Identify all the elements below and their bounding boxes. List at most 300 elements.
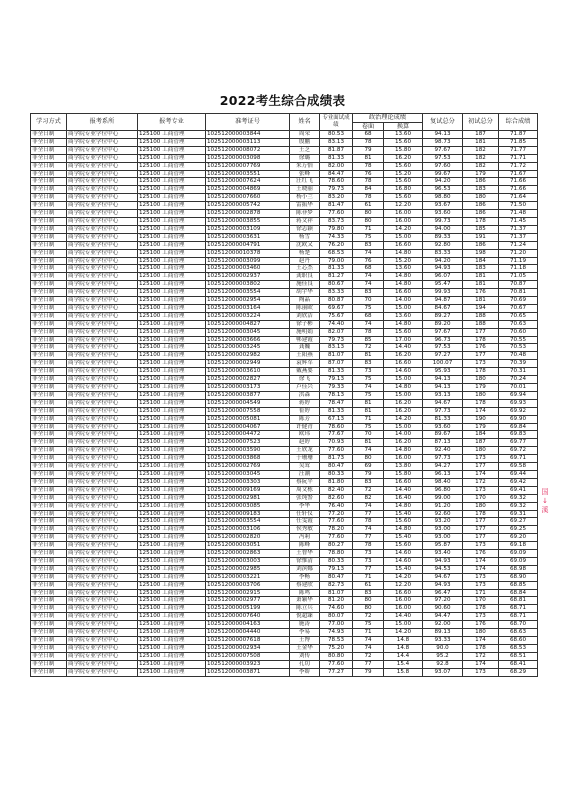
cell-political-converted: 15.00: [384, 304, 423, 312]
cell-political-paper: 76: [353, 257, 384, 265]
cell-composite-score: 69.42: [499, 478, 538, 486]
table-row: [31, 644, 538, 652]
cell-study-mode: 非全日制: [31, 407, 67, 415]
cell-dept: 商学院专业学位中心: [67, 154, 138, 162]
table-row: [31, 494, 538, 502]
table-row: [31, 502, 538, 510]
cell-major: 125100 工商管理: [138, 225, 206, 233]
cell-political-converted: 15.80: [384, 146, 423, 154]
cell-composite-score: 71.87: [499, 131, 538, 139]
cell-political-paper: 71: [353, 629, 384, 637]
header-converted: 换算: [384, 122, 423, 131]
cell-initial-total: 182: [463, 154, 499, 162]
cell-name: 徐璐: [290, 154, 320, 162]
table-row: [31, 273, 538, 281]
cell-major: 125100 工商管理: [138, 565, 206, 573]
cell-major: 125100 工商管理: [138, 249, 206, 257]
cell-retest-total: 94.13: [423, 376, 463, 384]
cell-interview-score: 74.33: [320, 233, 353, 241]
table-row: [31, 652, 538, 660]
cell-composite-score: 68.53: [499, 644, 538, 652]
cell-study-mode: 非全日制: [31, 431, 67, 439]
cell-name: 殷鹏: [290, 138, 320, 146]
cell-political-paper: 72: [353, 344, 384, 352]
cell-dept: 商学院专业学位中心: [67, 589, 138, 597]
cell-political-converted: 16.60: [384, 478, 423, 486]
cell-political-paper: 78: [353, 162, 384, 170]
cell-exam-no: 102512000003045: [206, 328, 290, 336]
cell-initial-total: 180: [463, 194, 499, 202]
cell-retest-total: 94.93: [423, 581, 463, 589]
cell-political-converted: 15.00: [384, 376, 423, 384]
cell-major: 125100 工商管理: [138, 320, 206, 328]
cell-interview-score: 80.67: [320, 281, 353, 289]
cell-study-mode: 非全日制: [31, 281, 67, 289]
cell-composite-score: 68.63: [499, 629, 538, 637]
cell-exam-no: 102512000003164: [206, 304, 290, 312]
table-row: [31, 470, 538, 478]
cell-major: 125100 工商管理: [138, 597, 206, 605]
cell-initial-total: 188: [463, 312, 499, 320]
table-row: [31, 660, 538, 668]
cell-political-converted: 14.60: [384, 557, 423, 565]
cell-major: 125100 工商管理: [138, 455, 206, 463]
cell-retest-total: 83.33: [423, 249, 463, 257]
side-mark-char: 溪: [541, 506, 549, 514]
table-row: [31, 320, 538, 328]
cell-dept: 商学院专业学位中心: [67, 447, 138, 455]
cell-interview-score: 81.20: [320, 597, 353, 605]
cell-retest-total: 96.07: [423, 273, 463, 281]
cell-name: 徐子彬: [290, 320, 320, 328]
cell-exam-no: 102512000007624: [206, 178, 290, 186]
cell-political-paper: 81: [353, 407, 384, 415]
cell-study-mode: 非全日制: [31, 439, 67, 447]
cell-exam-no: 102512000003245: [206, 344, 290, 352]
cell-dept: 商学院专业学位中心: [67, 478, 138, 486]
cell-political-converted: 16.00: [384, 597, 423, 605]
cell-name: 王博: [290, 637, 320, 645]
cell-dept: 商学院专业学位中心: [67, 486, 138, 494]
cell-dept: 商学院专业学位中心: [67, 178, 138, 186]
cell-exam-no: 102512000002915: [206, 589, 290, 597]
cell-interview-score: 77.60: [320, 534, 353, 542]
cell-political-paper: 79: [353, 146, 384, 154]
score-table: [30, 113, 538, 677]
cell-composite-score: 71.85: [499, 138, 538, 146]
cell-retest-total: 90.0: [423, 644, 463, 652]
cell-composite-score: 71.72: [499, 162, 538, 170]
cell-retest-total: 94.20: [423, 178, 463, 186]
table-row: [31, 241, 538, 249]
cell-name: 李娇: [290, 668, 320, 676]
cell-interview-score: 80.47: [320, 463, 353, 471]
cell-exam-no: 102512000003098: [206, 154, 290, 162]
table-row: [31, 439, 538, 447]
cell-exam-no: 102512000009183: [206, 510, 290, 518]
cell-initial-total: 177: [463, 534, 499, 542]
cell-study-mode: 非全日制: [31, 668, 67, 676]
cell-composite-score: 69.31: [499, 510, 538, 518]
cell-political-paper: 80: [353, 455, 384, 463]
cell-study-mode: 非全日制: [31, 644, 67, 652]
cell-major: 125100 工商管理: [138, 463, 206, 471]
cell-retest-total: 98.40: [423, 478, 463, 486]
cell-composite-score: 71.48: [499, 210, 538, 218]
cell-composite-score: 69.09: [499, 557, 538, 565]
cell-study-mode: 非全日制: [31, 660, 67, 668]
table-row: [31, 518, 538, 526]
cell-interview-score: 69.67: [320, 304, 353, 312]
cell-political-paper: 74: [353, 384, 384, 392]
cell-composite-score: 68.41: [499, 660, 538, 668]
cell-name: 赵婷: [290, 439, 320, 447]
cell-major: 125100 工商管理: [138, 202, 206, 210]
cell-political-paper: 71: [353, 415, 384, 423]
cell-exam-no: 102512000003099: [206, 257, 290, 265]
cell-study-mode: 非全日制: [31, 257, 67, 265]
cell-exam-no: 102512000007558: [206, 407, 290, 415]
cell-initial-total: 173: [463, 486, 499, 494]
cell-interview-score: 81.33: [320, 407, 353, 415]
cell-political-converted: 15.80: [384, 470, 423, 478]
cell-retest-total: 98.80: [423, 194, 463, 202]
cell-name: 李华: [290, 502, 320, 510]
cell-composite-score: 69.90: [499, 415, 538, 423]
cell-composite-score: 71.37: [499, 225, 538, 233]
cell-political-paper: 75: [353, 233, 384, 241]
cell-composite-score: 71.71: [499, 154, 538, 162]
cell-study-mode: 非全日制: [31, 376, 67, 384]
cell-political-converted: 16.00: [384, 217, 423, 225]
cell-interview-score: 78.60: [320, 423, 353, 431]
cell-dept: 商学院专业学位中心: [67, 455, 138, 463]
cell-initial-total: 174: [463, 470, 499, 478]
cell-retest-total: 95.93: [423, 368, 463, 376]
cell-name: 施佳良: [290, 281, 320, 289]
cell-political-paper: 81: [353, 399, 384, 407]
cell-dept: 商学院专业学位中心: [67, 494, 138, 502]
header-major: 报考专业: [138, 114, 206, 131]
cell-exam-no: 102512000002981: [206, 494, 290, 502]
cell-initial-total: 173: [463, 581, 499, 589]
cell-interview-score: 81.47: [320, 202, 353, 210]
table-row: [31, 407, 538, 415]
header-composite: 综合成绩: [499, 114, 538, 131]
cell-interview-score: 78.13: [320, 391, 353, 399]
cell-exam-no: 102512000004549: [206, 399, 290, 407]
cell-study-mode: 非全日制: [31, 344, 67, 352]
cell-initial-total: 173: [463, 542, 499, 550]
cell-initial-total: 172: [463, 478, 499, 486]
cell-dept: 商学院专业学位中心: [67, 542, 138, 550]
cell-exam-no: 102512000003003: [206, 557, 290, 565]
cell-initial-total: 178: [463, 368, 499, 376]
cell-study-mode: 非全日制: [31, 621, 67, 629]
cell-name: 施明娟: [290, 328, 320, 336]
cell-exam-no: 102512000004163: [206, 621, 290, 629]
cell-name: 沈欧又: [290, 241, 320, 249]
table-body: [31, 131, 538, 677]
table-row: [31, 138, 538, 146]
cell-study-mode: 非全日制: [31, 550, 67, 558]
cell-exam-no: 102512000002954: [206, 297, 290, 305]
cell-political-converted: 16.20: [384, 399, 423, 407]
cell-initial-total: 194: [463, 304, 499, 312]
cell-dept: 商学院专业学位中心: [67, 162, 138, 170]
cell-dept: 商学院专业学位中心: [67, 336, 138, 344]
cell-exam-no: 102512000003666: [206, 336, 290, 344]
cell-political-converted: 13.80: [384, 463, 423, 471]
cell-interview-score: 76.40: [320, 502, 353, 510]
cell-exam-no: 102512000003303: [206, 478, 290, 486]
cell-retest-total: 93.60: [423, 423, 463, 431]
cell-name: 刘滨娜: [290, 565, 320, 573]
cell-dept: 商学院专业学位中心: [67, 526, 138, 534]
cell-name: 蔡建欣: [290, 581, 320, 589]
cell-initial-total: 177: [463, 328, 499, 336]
cell-political-converted: 15.60: [384, 178, 423, 186]
cell-exam-no: 102512000002937: [206, 273, 290, 281]
cell-dept: 商学院专业学位中心: [67, 257, 138, 265]
cell-study-mode: 非全日制: [31, 217, 67, 225]
table-row: [31, 581, 538, 589]
cell-political-converted: 16.00: [384, 455, 423, 463]
cell-composite-score: 70.81: [499, 289, 538, 297]
cell-composite-score: 68.85: [499, 581, 538, 589]
table-row: [31, 613, 538, 621]
cell-retest-total: 81.33: [423, 415, 463, 423]
cell-study-mode: 非全日制: [31, 589, 67, 597]
cell-interview-score: 82.60: [320, 494, 353, 502]
cell-retest-total: 99.00: [423, 494, 463, 502]
cell-composite-score: 70.65: [499, 312, 538, 320]
cell-major: 125100 工商管理: [138, 328, 206, 336]
cell-major: 125100 工商管理: [138, 384, 206, 392]
cell-retest-total: 93.00: [423, 526, 463, 534]
cell-interview-score: 78.53: [320, 637, 353, 645]
cell-initial-total: 187: [463, 439, 499, 447]
cell-retest-total: 93.13: [423, 391, 463, 399]
cell-political-converted: 15.60: [384, 138, 423, 146]
cell-political-paper: 79: [353, 668, 384, 676]
cell-study-mode: 非全日制: [31, 637, 67, 645]
cell-study-mode: 非全日制: [31, 210, 67, 218]
cell-retest-total: 97.60: [423, 162, 463, 170]
cell-interview-score: 80.47: [320, 573, 353, 581]
cell-composite-score: 70.31: [499, 368, 538, 376]
cell-name: 萧颖华: [290, 597, 320, 605]
cell-political-converted: 15.60: [384, 194, 423, 202]
cell-political-converted: 12.20: [384, 581, 423, 589]
cell-dept: 商学院专业学位中心: [67, 550, 138, 558]
table-row: [31, 178, 538, 186]
cell-retest-total: 93.20: [423, 518, 463, 526]
cell-political-converted: 16.00: [384, 605, 423, 613]
cell-initial-total: 182: [463, 162, 499, 170]
cell-name: 洪森: [290, 391, 320, 399]
table-row: [31, 194, 538, 202]
cell-study-mode: 非全日制: [31, 534, 67, 542]
cell-exam-no: 102512000003554: [206, 518, 290, 526]
cell-name: 陈立兵: [290, 605, 320, 613]
cell-political-paper: 85: [353, 336, 384, 344]
cell-major: 125100 工商管理: [138, 241, 206, 249]
cell-name: 郸建霞: [290, 336, 320, 344]
cell-composite-score: 71.50: [499, 202, 538, 210]
cell-composite-score: 71.67: [499, 170, 538, 178]
cell-exam-no: 102512000002863: [206, 550, 290, 558]
cell-dept: 商学院专业学位中心: [67, 297, 138, 305]
cell-exam-no: 102512000003631: [206, 233, 290, 241]
cell-retest-total: 96.47: [423, 589, 463, 597]
cell-name: 龚巍: [290, 344, 320, 352]
cell-political-paper: 83: [353, 589, 384, 597]
cell-retest-total: 97.27: [423, 352, 463, 360]
cell-name: 刘欣洁: [290, 312, 320, 320]
cell-retest-total: 93.40: [423, 550, 463, 558]
cell-study-mode: 非全日制: [31, 336, 67, 344]
cell-composite-score: 69.58: [499, 463, 538, 471]
cell-political-converted: 14.80: [384, 249, 423, 257]
cell-dept: 商学院专业学位中心: [67, 510, 138, 518]
cell-name: 徐志颖: [290, 225, 320, 233]
cell-composite-score: 69.18: [499, 542, 538, 550]
table-row: [31, 447, 538, 455]
cell-interview-score: 80.80: [320, 652, 353, 660]
cell-exam-no: 102512000002977: [206, 597, 290, 605]
cell-study-mode: 非全日制: [31, 320, 67, 328]
cell-study-mode: 非全日制: [31, 581, 67, 589]
cell-dept: 商学院专业学位中心: [67, 415, 138, 423]
table-row: [31, 146, 538, 154]
cell-dept: 商学院专业学位中心: [67, 668, 138, 676]
cell-political-converted: 15.00: [384, 391, 423, 399]
cell-exam-no: 102512000004440: [206, 629, 290, 637]
cell-major: 125100 工商管理: [138, 613, 206, 621]
cell-major: 125100 工商管理: [138, 478, 206, 486]
table-row: [31, 289, 538, 297]
cell-name: 孔切: [290, 660, 320, 668]
cell-composite-score: 70.63: [499, 320, 538, 328]
cell-dept: 商学院专业学位中心: [67, 407, 138, 415]
cell-exam-no: 102512000002820: [206, 534, 290, 542]
cell-major: 125100 工商管理: [138, 526, 206, 534]
cell-retest-total: 89.27: [423, 312, 463, 320]
cell-interview-score: 74.60: [320, 605, 353, 613]
table-row: [31, 589, 538, 597]
cell-interview-score: 80.53: [320, 131, 353, 139]
cell-retest-total: 94.93: [423, 265, 463, 273]
cell-interview-score: 80.33: [320, 557, 353, 565]
cell-major: 125100 工商管理: [138, 573, 206, 581]
table-row: [31, 336, 538, 344]
cell-interview-score: 80.33: [320, 470, 353, 478]
cell-retest-total: 94.00: [423, 225, 463, 233]
cell-major: 125100 工商管理: [138, 423, 206, 431]
cell-major: 125100 工商管理: [138, 194, 206, 202]
cell-composite-score: 70.48: [499, 352, 538, 360]
header-interview: 专业面试成绩: [320, 114, 353, 131]
cell-political-converted: 14.80: [384, 281, 423, 289]
cell-study-mode: 非全日制: [31, 289, 67, 297]
cell-exam-no: 102512000003106: [206, 526, 290, 534]
cell-initial-total: 179: [463, 384, 499, 392]
cell-exam-no: 102512000003085: [206, 502, 290, 510]
cell-composite-score: 70.55: [499, 336, 538, 344]
cell-major: 125100 工商管理: [138, 510, 206, 518]
cell-name: 崔婷: [290, 407, 320, 415]
cell-study-mode: 非全日制: [31, 202, 67, 210]
cell-initial-total: 177: [463, 518, 499, 526]
cell-political-converted: 14.40: [384, 344, 423, 352]
cell-dept: 商学院专业学位中心: [67, 281, 138, 289]
cell-composite-score: 71.20: [499, 249, 538, 257]
cell-retest-total: 99.73: [423, 217, 463, 225]
cell-political-converted: 12.20: [384, 202, 423, 210]
cell-retest-total: 94.47: [423, 613, 463, 621]
cell-interview-score: 74.93: [320, 629, 353, 637]
cell-exam-no: 102512000002982: [206, 352, 290, 360]
cell-exam-no: 102512000003802: [206, 281, 290, 289]
cell-composite-score: 68.71: [499, 613, 538, 621]
cell-interview-score: 77.67: [320, 431, 353, 439]
cell-composite-score: 68.98: [499, 565, 538, 573]
cell-political-paper: 74: [353, 526, 384, 534]
cell-political-paper: 68: [353, 265, 384, 273]
cell-dept: 商学院专业学位中心: [67, 170, 138, 178]
cell-interview-score: 80.87: [320, 297, 353, 305]
cell-dept: 商学院专业学位中心: [67, 233, 138, 241]
cell-interview-score: 81.33: [320, 265, 353, 273]
cell-retest-total: 99.67: [423, 170, 463, 178]
cell-major: 125100 工商管理: [138, 257, 206, 265]
cell-political-paper: 75: [353, 391, 384, 399]
cell-study-mode: 非全日制: [31, 423, 67, 431]
cell-composite-score: 70.67: [499, 304, 538, 312]
cell-initial-total: 178: [463, 510, 499, 518]
cell-political-converted: 15.00: [384, 233, 423, 241]
cell-name: 吴耸: [290, 463, 320, 471]
table-row: [31, 629, 538, 637]
cell-dept: 商学院专业学位中心: [67, 352, 138, 360]
cell-composite-score: 68.29: [499, 668, 538, 676]
cell-major: 125100 工商管理: [138, 407, 206, 415]
table-row: [31, 131, 538, 139]
cell-major: 125100 工商管理: [138, 431, 206, 439]
cell-study-mode: 非全日制: [31, 447, 67, 455]
cell-major: 125100 工商管理: [138, 360, 206, 368]
cell-composite-score: 68.81: [499, 597, 538, 605]
cell-political-paper: 68: [353, 312, 384, 320]
cell-exam-no: 102512000005199: [206, 605, 290, 613]
table-row: [31, 534, 538, 542]
cell-major: 125100 工商管理: [138, 652, 206, 660]
table-row: [31, 233, 538, 241]
cell-exam-no: 102512000003460: [206, 265, 290, 273]
table-row: [31, 352, 538, 360]
cell-political-paper: 70: [353, 431, 384, 439]
cell-composite-score: 69.41: [499, 486, 538, 494]
cell-political-paper: 77: [353, 660, 384, 668]
cell-major: 125100 工商管理: [138, 281, 206, 289]
cell-political-paper: 74: [353, 249, 384, 257]
cell-major: 125100 工商管理: [138, 621, 206, 629]
cell-name: 杨小兰: [290, 194, 320, 202]
cell-retest-total: 92.40: [423, 447, 463, 455]
cell-political-paper: 61: [353, 202, 384, 210]
cell-composite-score: 69.09: [499, 550, 538, 558]
